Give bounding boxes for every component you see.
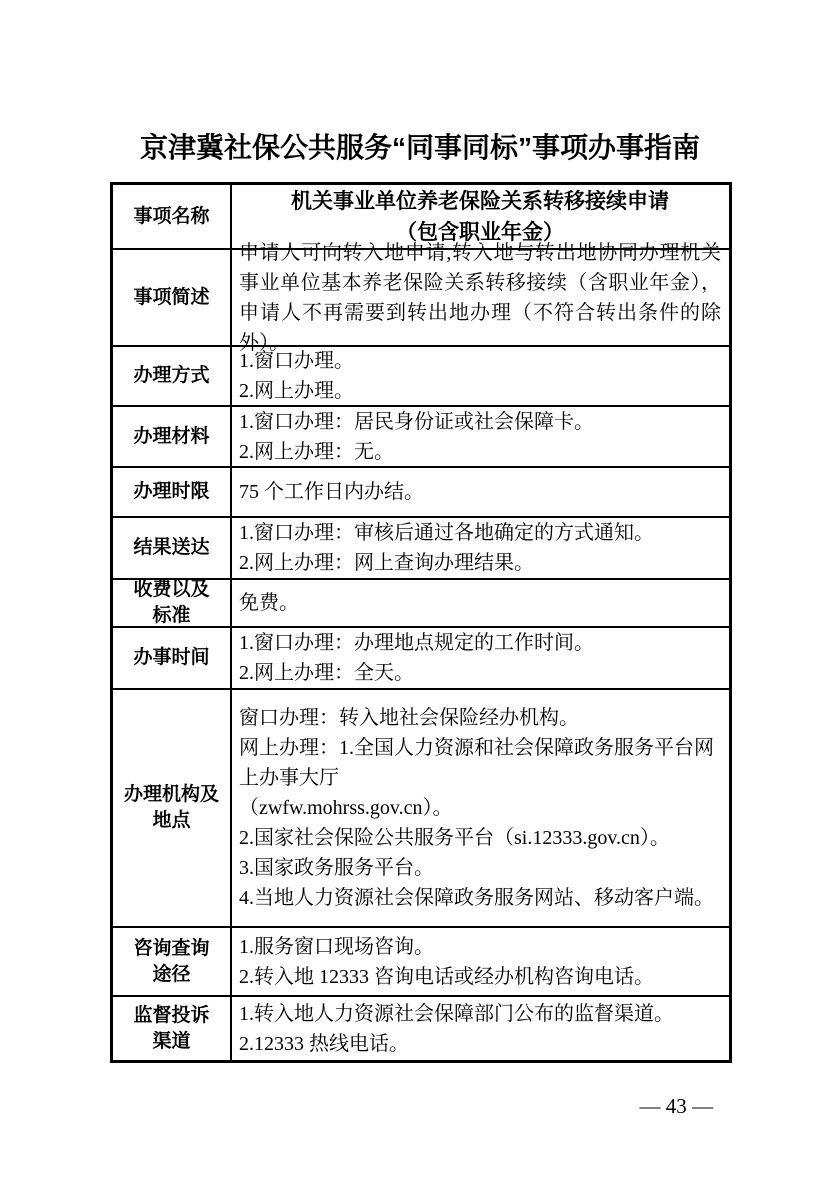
row-label-cell xyxy=(113,997,232,1060)
row-content-line: 2.网上办理。 xyxy=(239,380,354,402)
row-content-line: 2.12333 热线电话。 xyxy=(239,1032,409,1055)
row-label-line: 办事时间 xyxy=(133,647,210,668)
row-content-line: 75 个工作日内办结。 xyxy=(239,481,424,503)
row-content-line: 2.网上办理：网上查询办理结果。 xyxy=(239,552,534,574)
row-label-cell xyxy=(113,580,232,626)
row-content-line: 1.窗口办理：居民身份证或社会保障卡。 xyxy=(239,410,594,433)
row-content-line: 2.网上办理：无。 xyxy=(239,440,394,463)
row-label-cell xyxy=(113,347,232,405)
table-row xyxy=(113,516,729,578)
table-row xyxy=(113,688,729,926)
row-content-line: 1.转入地人力资源社会保障部门公布的监督渠道。 xyxy=(239,1002,674,1025)
row-label-line: 办理材料 xyxy=(133,425,210,447)
row-content-line: 1.窗口办理：审核后通过各地确定的方式通知。 xyxy=(239,522,654,544)
row-content-line: 2.转入地 12333 咨询电话或经办机构咨询电话。 xyxy=(239,965,654,988)
row-label-cell xyxy=(113,928,232,995)
row-content-cell xyxy=(232,468,729,516)
row-content-cell xyxy=(232,997,729,1060)
page-number: — 43 — xyxy=(639,1094,713,1118)
table-row xyxy=(113,926,729,995)
row-content-cell xyxy=(232,928,729,995)
row-label-cell xyxy=(113,407,232,466)
row-content-line: 机关事业单位养老保险关系转移接续申请 xyxy=(291,189,669,213)
row-label-line: 监督投诉 xyxy=(133,1004,210,1026)
table-row xyxy=(113,345,729,405)
row-label-cell xyxy=(113,468,232,516)
row-content-cell xyxy=(232,628,729,688)
row-content-line: 免费。 xyxy=(239,592,299,614)
row-content-cell xyxy=(232,407,729,466)
row-label-cell xyxy=(113,628,232,688)
row-content-line: 2.国家社会保险公共服务平台（si.12333.gov.cn）。 xyxy=(239,827,670,849)
row-label-cell xyxy=(113,690,232,926)
row-content-line: 申请人可向转入地申请,转入地与转出地协同办理机关事业单位基本养老保险关系转移接续（含职业年金），申请人不再需要到转出地办理（不符合转出条件的除外）。 xyxy=(239,241,721,354)
table-row xyxy=(113,578,729,626)
table-row xyxy=(113,405,729,466)
row-content-line: 1.窗口办理。 xyxy=(239,350,354,372)
row-label-line: 办理机构及 xyxy=(123,784,219,805)
table-row xyxy=(113,626,729,688)
row-content-line: 窗口办理：转入地社会保险经办机构。 xyxy=(239,707,579,729)
row-label-line: 结果送达 xyxy=(133,537,210,558)
service-guide-table xyxy=(110,182,732,1063)
row-content-line: 网上办理：1.全国人力资源和社会保障政务服务平台网上办事大厅 xyxy=(239,737,714,789)
row-content-line: （包含职业年金） xyxy=(396,220,564,244)
row-label-line: 收费以及 xyxy=(133,579,210,600)
row-content-line: 2.网上办理：全天。 xyxy=(239,662,414,684)
row-content-line: （zwfw.mohrss.gov.cn）。 xyxy=(239,797,453,819)
table-row xyxy=(113,241,729,354)
table-row xyxy=(113,995,729,1060)
row-label-line: 咨询查询 xyxy=(133,937,210,959)
row-label-line: 事项名称 xyxy=(133,205,210,227)
row-content-cell xyxy=(232,580,729,626)
row-content-cell xyxy=(232,347,729,405)
row-label-line: 事项简述 xyxy=(133,286,210,308)
row-label-cell xyxy=(113,185,232,248)
row-label-line: 标准 xyxy=(152,605,191,626)
row-label-line: 办理时限 xyxy=(133,481,210,502)
row-content-line: 1.窗口办理：办理地点规定的工作时间。 xyxy=(239,632,594,654)
row-label-line: 渠道 xyxy=(152,1030,191,1052)
row-content-cell xyxy=(232,690,729,926)
row-label-line: 途径 xyxy=(152,963,191,985)
row-content-line: 1.服务窗口现场咨询。 xyxy=(239,935,434,958)
row-content-cell xyxy=(232,241,729,354)
row-label-line: 办理方式 xyxy=(133,365,210,386)
row-content-cell xyxy=(232,518,729,578)
table-row xyxy=(113,466,729,516)
row-label-line: 地点 xyxy=(152,810,191,831)
page-title: 京津冀社保公共服务“同事同标”事项办事指南 xyxy=(139,132,700,163)
row-content-line: 4.当地人力资源社会保障政务服务网站、移动客户端。 xyxy=(239,887,714,909)
row-content-line: 3.国家政务服务平台。 xyxy=(239,857,434,879)
row-label-cell xyxy=(113,250,232,345)
row-label-cell xyxy=(113,518,232,578)
